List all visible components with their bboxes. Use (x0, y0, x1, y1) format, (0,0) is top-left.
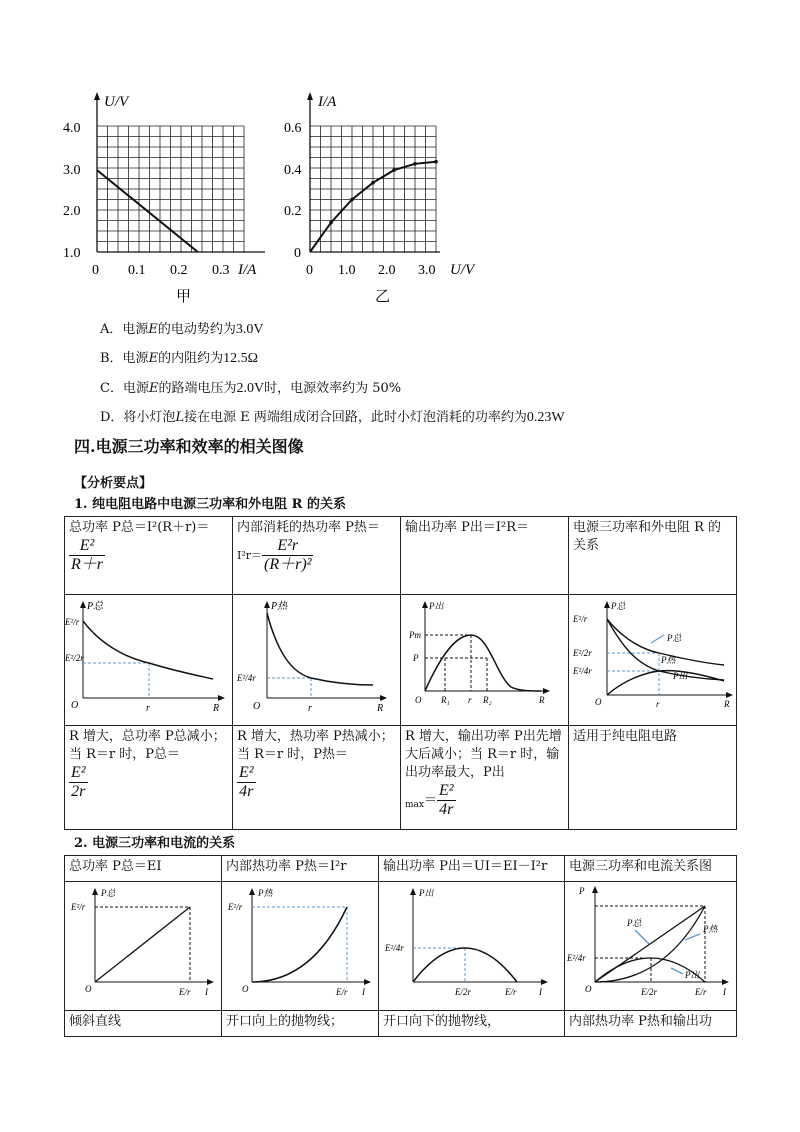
jia-y-tick: 1.0 (63, 246, 81, 261)
svg-text:Pm: Pm (409, 630, 421, 640)
yi-y-tick: 0.6 (284, 121, 302, 136)
svg-text:R: R (724, 699, 730, 709)
graph-ptotal-i (65, 882, 220, 1004)
jia-x-label: I/A (238, 262, 257, 278)
yi-data-point (329, 221, 333, 225)
yi-y-tick: 0.2 (284, 204, 302, 219)
graph-pout-r (401, 595, 567, 719)
yi-data-point (434, 160, 438, 164)
option-b[interactable]: B．电源E的内阻约为12.5Ω (100, 351, 258, 366)
svg-text:P出: P出 (429, 601, 444, 611)
jia-y-tick: 3.0 (63, 163, 81, 178)
t1-h3: 输出功率 P出＝I²R＝ (401, 517, 569, 595)
svg-text:E/r: E/r (336, 987, 348, 997)
svg-text:R: R (213, 703, 220, 714)
svg-text:P热: P热 (258, 888, 273, 898)
svg-text:E/2r: E/2r (455, 987, 472, 997)
t1-h2: 内部消耗的热功率 P热＝ I²r＝ $\frac{\text{E²r}}{\text{(R＋r)²}}$ (233, 517, 401, 595)
svg-text:P出: P出 (673, 671, 688, 681)
yi-caption: 乙 (375, 289, 391, 305)
svg-text:E/r: E/r (695, 987, 707, 997)
svg-text:I: I (539, 987, 542, 997)
jia-x-tick: 0.2 (170, 263, 188, 278)
svg-text:P总: P总 (667, 633, 682, 643)
svg-text:O: O (71, 700, 79, 711)
t2-d3: 开口向下的抛物线， (379, 1011, 565, 1037)
t2-h2: 内部热功率 P热＝I²r (222, 856, 379, 882)
graph-all-r (569, 595, 735, 719)
t2-d2: 开口向上的抛物线； (222, 1011, 379, 1037)
svg-text:R₁: R₁ (441, 695, 450, 705)
t2-graph-all (565, 882, 737, 1011)
svg-text:r: r (656, 699, 660, 709)
yi-data-point (392, 168, 396, 172)
svg-text:E/2r: E/2r (641, 987, 658, 997)
graph-pout-i (379, 882, 563, 1004)
svg-text:R₂: R₂ (483, 695, 492, 705)
svg-text:E/r: E/r (179, 987, 191, 997)
t1-d2: R 增大，热功率 P热减小；当 R＝r 时，P热＝ $\frac{\text{E²}}{4r}$ (233, 726, 401, 830)
svg-text:R: R (377, 703, 384, 714)
svg-text:P出: P出 (419, 888, 434, 898)
yi-data-point (413, 162, 417, 166)
yi-x-tick: 3.0 (418, 263, 436, 278)
svg-text:P热: P热 (661, 655, 676, 665)
yi-x-tick: 2.0 (378, 263, 396, 278)
t1-d3: R 增大，输出功率 P出先增大后减小；当 R＝r 时，输出功率最大，P出 $_{max}$＝ $\frac{\text{E²}}{4r}$ (401, 726, 569, 830)
svg-text:E²/4r: E²/4r (237, 673, 256, 683)
option-c[interactable]: C．电源E的路端电压为2.0V时，电源效率约为 50% (100, 381, 402, 396)
yi-y-tick: 0 (294, 246, 301, 261)
svg-text:O: O (595, 697, 602, 707)
svg-text:r: r (308, 703, 312, 714)
graph-jia (60, 88, 270, 308)
graph-yi-grid (310, 126, 436, 252)
section-title: 四.电源三功率和效率的相关图像 (74, 437, 304, 456)
table-power-vs-i (64, 855, 737, 1037)
svg-text:I: I (723, 987, 726, 997)
svg-text:E²/4r: E²/4r (573, 666, 592, 676)
yi-x-tick: 0 (306, 263, 313, 278)
graph-pheat-r (233, 595, 399, 719)
svg-text:E²/2r: E²/2r (65, 653, 84, 663)
t2-d4: 内部热功率 P热和输出功 (565, 1011, 737, 1037)
t1-graph-heat (233, 595, 401, 726)
svg-text:O: O (85, 984, 92, 994)
yi-x-tick: 1.0 (338, 263, 356, 278)
t2-h4: 电源三功率和电流关系图 (565, 856, 737, 882)
svg-text:P总: P总 (627, 918, 642, 928)
svg-text:E²/r: E²/r (65, 617, 80, 627)
t1-graph-total (65, 595, 233, 726)
svg-text:r: r (146, 703, 150, 714)
svg-text:E²/2r: E²/2r (573, 648, 592, 658)
jia-x-tick: 0.3 (212, 263, 230, 278)
svg-text:I: I (205, 987, 208, 997)
yi-y-label: I/A (318, 94, 337, 110)
option-a[interactable]: A．电源E的电动势约为3.0V (100, 322, 264, 337)
jia-caption: 甲 (176, 289, 192, 305)
svg-text:I: I (362, 987, 365, 997)
jia-data-line (97, 170, 198, 252)
t1-h4: 电源三功率和外电阻 R 的关系 (569, 517, 737, 595)
graph-yi (280, 88, 490, 308)
graph-ptotal-r (65, 595, 231, 719)
t1-graph-out (401, 595, 569, 726)
svg-text:O: O (415, 695, 422, 705)
svg-text:P总: P总 (101, 888, 116, 898)
option-d[interactable]: D．将小灯泡L接在电源 E 两端组成闭合回路，此时小灯泡消耗的功率约为0.23W (100, 410, 565, 425)
svg-text:O: O (253, 701, 261, 712)
t2-graph-total (65, 882, 222, 1011)
svg-text:E²/r: E²/r (228, 902, 243, 912)
svg-text:E²/r: E²/r (71, 902, 86, 912)
graph-all-i (565, 882, 735, 1004)
jia-y-label: U/V (104, 94, 129, 110)
svg-text:O: O (585, 984, 592, 994)
svg-text:P热: P热 (271, 601, 288, 612)
svg-text:P出: P出 (685, 970, 700, 980)
table-power-vs-r (64, 516, 737, 830)
svg-text:P总: P总 (87, 601, 104, 612)
t1-d4: 适用于纯电阻电路 (569, 726, 737, 830)
yi-x-label: U/V (450, 262, 475, 278)
svg-text:E/r: E/r (505, 987, 517, 997)
t2-h1: 总功率 P总＝EI (65, 856, 222, 882)
svg-text:P: P (579, 886, 585, 896)
svg-text:r: r (468, 695, 472, 705)
svg-text:P: P (413, 653, 419, 663)
svg-text:O: O (242, 984, 249, 994)
t2-h3: 输出功率 P出＝UI＝EI－I²r (379, 856, 565, 882)
t2-graph-heat (222, 882, 379, 1011)
t2-graph-out (379, 882, 565, 1011)
jia-y-tick: 2.0 (63, 204, 81, 219)
yi-data-point (350, 198, 354, 202)
svg-text:R: R (539, 695, 545, 705)
t1-h1: 总功率 P总＝I²(R＋r)＝ $\frac{\text{E²}}{R+r}$ (65, 517, 233, 595)
t1-d1: R 增大，总功率 P总减小；当 R＝r 时，P总＝ $\frac{\text{E²}}{2r}$ (65, 726, 233, 830)
analysis-label: 【分析要点】 (74, 476, 153, 491)
jia-x-tick: 0 (92, 263, 99, 278)
jia-x-tick: 0.1 (128, 263, 146, 278)
jia-y-tick: 4.0 (63, 121, 81, 136)
svg-text:E²/4r: E²/4r (567, 953, 586, 963)
sub1-title: 1. 纯电阻电路中电源三功率和外电阻 R 的关系 (74, 497, 346, 512)
svg-text:P热: P热 (703, 924, 718, 934)
svg-text:E²/4r: E²/4r (385, 943, 404, 953)
svg-text:P总: P总 (611, 601, 626, 611)
t1-graph-all (569, 595, 737, 726)
sub2-title: 2. 电源三功率和电流的关系 (74, 836, 236, 851)
svg-text:E²/r: E²/r (573, 614, 588, 624)
graph-pheat-i (222, 882, 377, 1004)
t2-d1: 倾斜直线 (65, 1011, 222, 1037)
yi-y-tick: 0.4 (284, 163, 302, 178)
yi-data-point (371, 181, 375, 185)
